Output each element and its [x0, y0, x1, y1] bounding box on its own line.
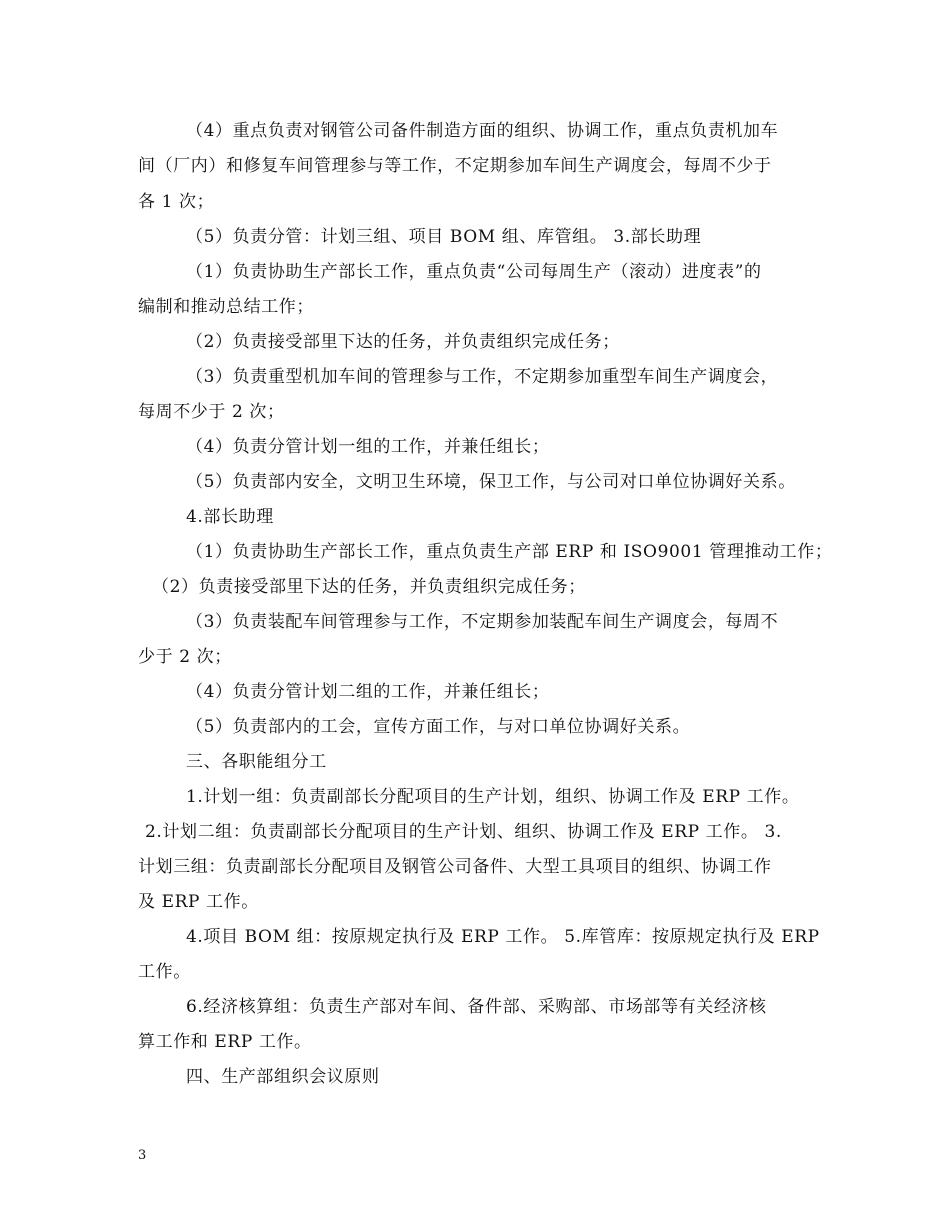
text-line: （4）负责分管计划一组的工作，并兼任组长； [186, 437, 550, 457]
text-line: （1）负责协助生产部长工作，重点负责生产部 ERP 和 ISO9001 管理推动工作； [186, 542, 833, 562]
text-line: （5）负责分管：计划三组、项目 BOM 组、库管组。 3.部长助理 [186, 227, 702, 247]
text-line: 各 1 次； [138, 192, 215, 212]
text-line: 少于 2 次； [138, 647, 232, 667]
text-line: 及 ERP 工作。 [138, 892, 259, 912]
text-line: （2）负责接受部里下达的任务，并负责组织完成任务； [152, 577, 586, 597]
text-line: 每周不少于 2 次； [138, 402, 285, 422]
text-line: （3）负责重型机加车间的管理参与工作，不定期参加重型车间生产调度会， [186, 367, 779, 387]
section-heading: 四、生产部组织会议原则 [186, 1067, 380, 1087]
text-line: （3）负责装配车间管理参与工作，不定期参加装配车间生产调度会，每周不 [186, 612, 779, 632]
text-line: （4）重点负责对钢管公司备件制造方面的组织、协调工作，重点负责机加车 [186, 121, 779, 141]
text-line: （5）负责部内安全，文明卫生环境，保卫工作，与公司对口单位协调好关系。 [186, 472, 796, 492]
text-line: 6.经济核算组：负责生产部对车间、备件部、采购部、市场部等有关经济核 [186, 997, 767, 1017]
text-line: 2.计划二组：负责副部长分配项目的生产计划、组织、协调工作及 ERP 工作。 3. [145, 822, 782, 842]
text-line: 算工作和 ERP 工作。 [138, 1032, 312, 1052]
text-line: （2）负责接受部里下达的任务，并负责组织完成任务； [186, 332, 620, 352]
page-number: 3 [138, 1148, 147, 1163]
text-line: （5）负责部内的工会，宣传方面工作，与对口单位协调好关系。 [186, 717, 691, 737]
text-line: （4）负责分管计划二组的工作，并兼任组长； [186, 682, 550, 702]
text-line: （1）负责协助生产部长工作，重点负责“公司每周生产（滚动）进度表”的 [186, 262, 762, 282]
section-heading: 4.部长助理 [186, 507, 274, 527]
text-line: 1.计划一组：负责副部长分配项目的生产计划，组织、协调工作及 ERP 工作。 [186, 787, 800, 807]
section-heading: 三、各职能组分工 [186, 752, 327, 772]
text-line: 编制和推动总结工作； [138, 297, 314, 317]
text-line: 工作。 [138, 962, 191, 982]
text-line: 计划三组：负责副部长分配项目及钢管公司备件、大型工具项目的组织、协调工作 [138, 857, 772, 877]
text-line: 间（厂内）和修复车间管理参与等工作，不定期参加车间生产调度会，每周不少于 [138, 156, 772, 176]
text-line: 4.项目 BOM 组：按原规定执行及 ERP 工作。 5.库管库：按原规定执行及 ERP [186, 927, 820, 947]
